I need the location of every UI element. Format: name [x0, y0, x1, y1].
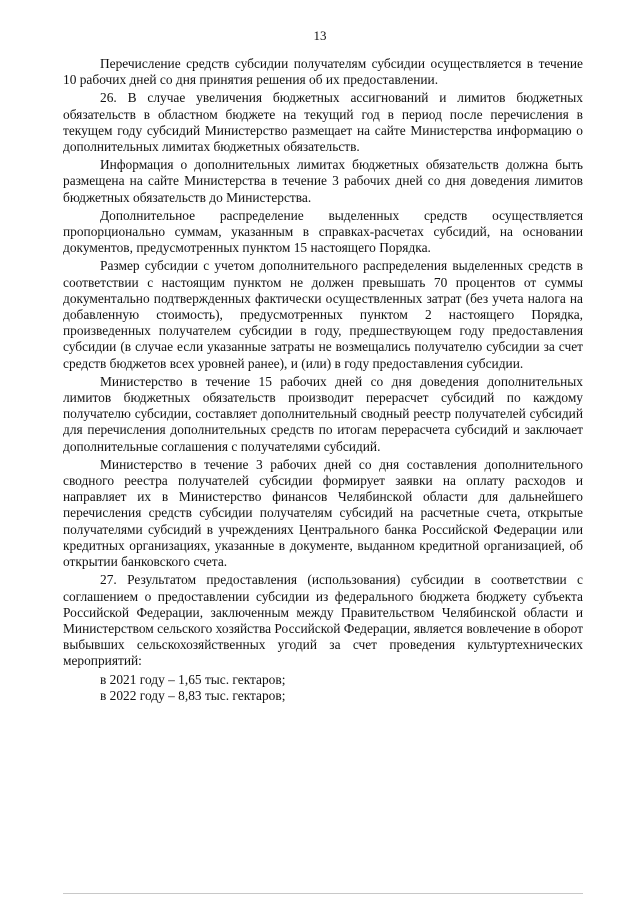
paragraph-limits-info: Информация о дополнительных лимитах бюджетных обязательств должна быть размещена на сайте Министерства в течение 3 рабочих дней со дня доведения лимитов бюджетных обязательств до Министерства. — [63, 157, 583, 205]
document-body — [63, 56, 583, 704]
paragraph-subsidy-size: Размер субсидии с учетом дополнительного распределения выделенных средств в соответствии с настоящим пунктом не должен превышать 70 процентов от суммы документально подтвержденных фактически осуществленных затрат (без учета налога на добавленную стоимость), предусмотренных пунктом 2 настоящего Порядка, произведенных получателем субсидии в году, предшествующем году предоставления субсидии (в случае если указанные затраты не возмещались получателю субсидии за счет средств бюджетов всех уровней ранее), и (или) в году предоставления субсидии. — [63, 258, 583, 371]
list-item: в 2022 году – 8,83 тыс. гектаров; — [100, 687, 286, 703]
page-number: 13 — [313, 28, 327, 43]
paragraph-additional-distribution: Дополнительное распределение выделенных средств осуществляется пропорционально суммам, указанным в справках-расчетах субсидий, на основании документов, предусмотренных пунктом 15 настоящего Порядка. — [63, 207, 583, 256]
paragraph-recalculation: Министерство в течение 15 рабочих дней со дня доведения дополнительных лимитов бюджетных обязательств производит перерасчет субсидий по каждому получателю субсидии, составляет дополнительный сводный реестр получателей субсидий для перечисления дополнительных средств по итогам перерасчета субсидий и заключает дополнительные соглашения с получателями субсидий. — [63, 373, 583, 454]
list-item: в 2021 году – 1,65 тыс. гектаров; — [100, 671, 286, 687]
paragraph-26: 26. В случае увеличения бюджетных ассигнований и лимитов бюджетных обязательств в областном бюджете на текущий год в период после перечисления в текущем году субсидий Министерство размещает на сайте Министерства информацию о дополнительных лимитах бюджетных обязательств. — [63, 90, 583, 155]
page-bottom-divider — [63, 893, 583, 894]
paragraph-payment-requests: Министерство в течение 3 рабочих дней со дня составления дополнительного сводного реестра получателей субсидии формирует заявки на оплату расходов и направляет их в Министерство финансов Челябинской области для дальнейшего перечисления средств субсидии получателям субсидий на расчетные счета, открытые получателями субсидий в учреждениях Центрального банка Российской Федерации или кредитных организациях, указанные в документе, выданном кредитной организацией, об открытии банковского счета. — [63, 456, 583, 570]
paragraph-transfer-terms: Перечисление средств субсидии получателям субсидии осуществляется в течение 10 рабочих дней со дня принятия решения об их предоставлении. — [63, 56, 583, 88]
paragraph-27: 27. Результатом предоставления (использования) субсидии в соответствии с соглашением о предоставлении субсидии из федерального бюджета бюджету субъекта Российской Федерации, заключенным между Правительством Челябинской области и Министерством сельского хозяйства Российской Федерации, является вовлечение в оборот выбывших сельскохозяйственных угодий за счет проведения культуртехнических мероприятий: — [63, 572, 583, 669]
